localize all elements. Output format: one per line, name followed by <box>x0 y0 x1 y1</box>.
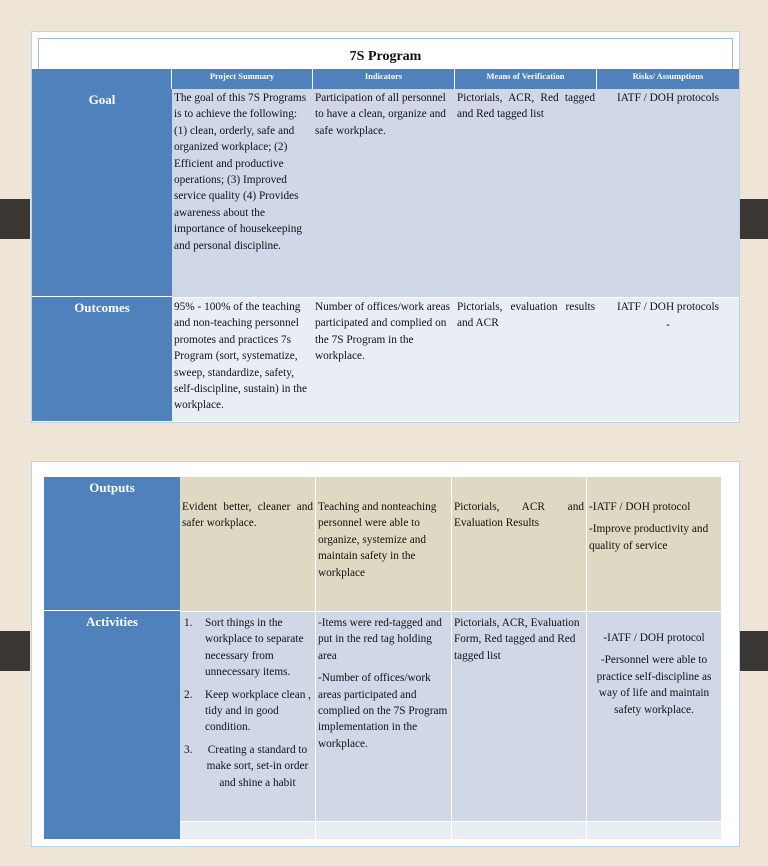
header-means-of-verification: Means of Verification <box>455 69 597 89</box>
activities-verification: Pictorials, ACR, Evaluation Form, Red tagged and Red tagged list <box>451 611 586 821</box>
activity-num-2: 2. <box>184 688 193 701</box>
activity-num-3: 3. <box>184 743 193 756</box>
outcomes-risks-text: IATF / DOH protocols <box>617 301 719 313</box>
right-tab-bottom <box>738 631 768 671</box>
activity-item-3 <box>182 742 313 791</box>
outcomes-risks <box>597 297 739 421</box>
outputs-risks <box>586 477 721 611</box>
activities-indicators-2: -Number of offices/work areas participated and complied on the 7S Program implementation in the workplace. <box>318 672 448 750</box>
header-blank <box>32 69 172 89</box>
row-label-outcomes: Outcomes <box>32 297 172 421</box>
outcomes-risks-dash: - <box>666 319 670 332</box>
left-tab-top <box>0 199 30 239</box>
goal-indicators: Participation of all personnel to have a clean, organize and safe workplace. <box>313 89 455 297</box>
header-indicators: Indicators <box>313 69 455 89</box>
activities-list <box>182 615 313 791</box>
activities-indicators <box>315 611 451 821</box>
outputs-summary <box>180 477 315 611</box>
slide-card-bottom <box>31 461 740 847</box>
outputs-verification <box>451 477 586 611</box>
activities-risks <box>586 611 721 821</box>
slide-card-top <box>31 31 740 423</box>
row-label-activities: Activities <box>44 611 180 839</box>
activity-item-2 <box>182 687 313 736</box>
outputs-indicators <box>315 477 451 611</box>
row-label-goal: Goal <box>32 89 172 297</box>
outputs-indicators-text: Teaching and nonteaching personnel were able to organize, systemize and maintain safety in the workplace <box>318 501 437 579</box>
outputs-risks-2: -Improve productivity and quality of service <box>589 523 709 552</box>
outcomes-indicators: Number of offices/work areas participated and complied on the 7S Program in the workplace. <box>313 297 455 421</box>
row-label-outputs: Outputs <box>44 477 180 611</box>
goal-risks: IATF / DOH protocols <box>597 89 739 297</box>
activity-text-1: Sort things in the workplace to separate necessary from unnecessary items. <box>205 617 304 679</box>
activities-summary <box>180 611 315 821</box>
goal-verification: Pictorials, ACR, Red tagged and Red tagged list <box>455 89 597 297</box>
outcomes-verification: Pictorials, evaluation results and ACR <box>455 297 597 421</box>
empty-cell-1 <box>180 821 315 839</box>
header-risks-assumptions: Risks/ Assumptions <box>597 69 739 89</box>
activity-text-2: Keep workplace clean , tidy and in good condition. <box>205 688 312 734</box>
activities-risks-2: -Personnel were able to practice self-discipline as way of life and maintain safety workplace. <box>596 654 712 716</box>
goal-summary: The goal of this 7S Programs is to achieve the following: (1) clean, orderly, safe and organized workplace; (2) Efficient and productive operations; (3) Improved service quality (4) Provides awareness about the importance of housekeeping and personal discipline. <box>172 89 313 297</box>
empty-cell-4 <box>586 821 721 839</box>
left-tab-bottom <box>0 631 30 671</box>
empty-cell-3 <box>451 821 586 839</box>
activities-risks-1: -IATF / DOH protocol <box>603 632 705 644</box>
header-project-summary: Project Summary <box>172 69 313 89</box>
activity-num-1: 1. <box>184 617 193 629</box>
activities-indicators-1: -Items were red-tagged and put in the red tag holding area <box>318 617 442 662</box>
outputs-summary-text: Evident better, cleaner and safer workplace. <box>182 501 313 530</box>
outcomes-summary: 95% - 100% of the teaching and non-teaching personnel promotes and practices 7s Program (sort, systematize, sweep, standardize, safety, self-discipline, sustain) in the workplace. <box>172 297 313 421</box>
activity-text-3: Creating a standard to make sort, set-in order and shine a habit <box>206 743 309 789</box>
page-title: 7S Program <box>349 49 422 64</box>
empty-cell-2 <box>315 821 451 839</box>
activity-item-1 <box>182 615 313 681</box>
outputs-verification-text: Pictorials, ACR and Evaluation Results <box>454 501 584 530</box>
outputs-risks-1: -IATF / DOH protocol <box>589 501 691 513</box>
right-tab-top <box>738 199 768 239</box>
